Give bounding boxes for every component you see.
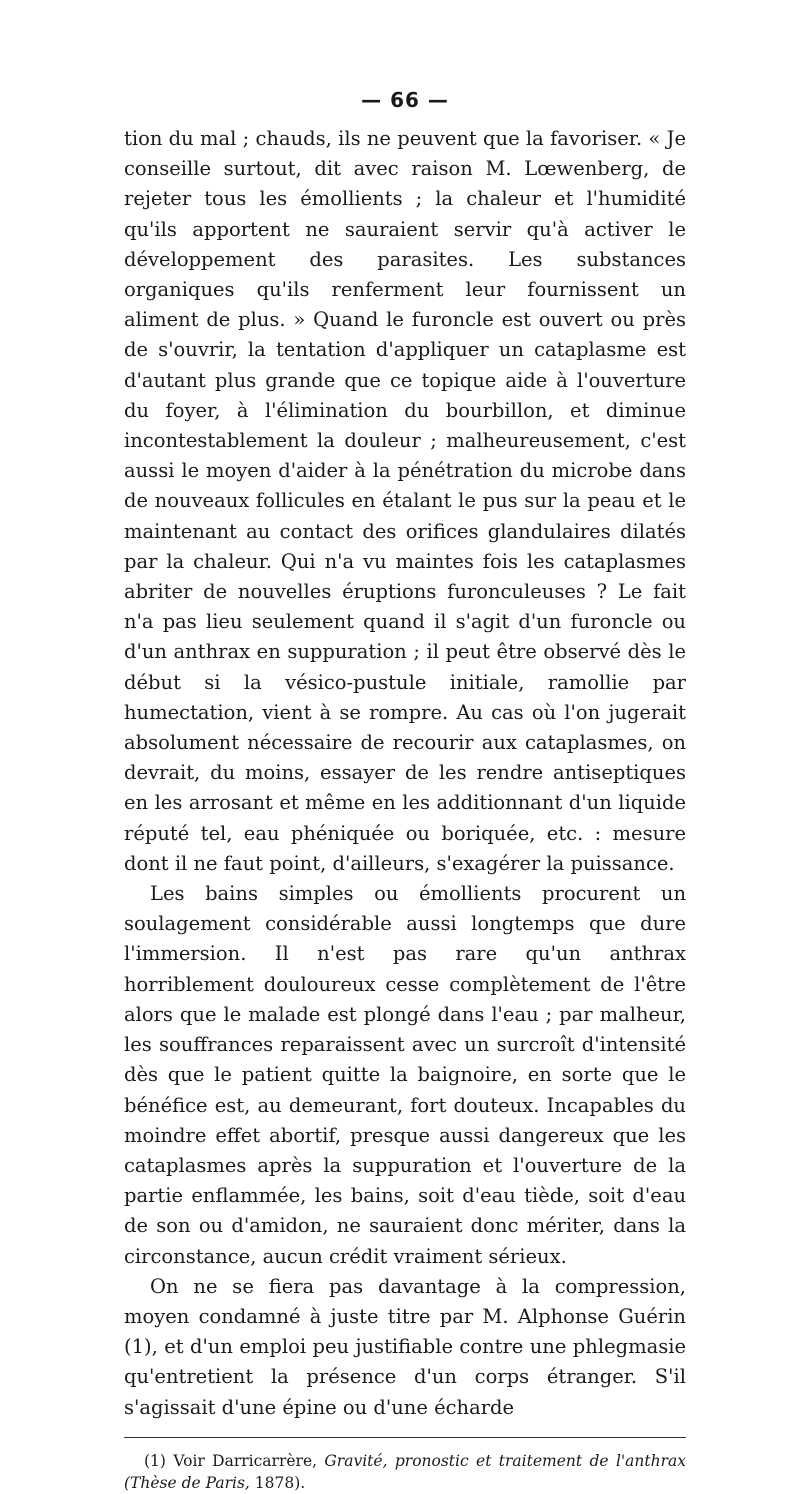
footnote-divider: [124, 1437, 686, 1438]
body-text: [124, 124, 686, 1423]
footnote-year: 1878).: [254, 1473, 306, 1492]
paragraph-2: Les bains simples ou émollients procurent un soulagement considérable aussi longtemps que dure l'immersion. Il n'est pas rare qu'un anthrax horriblement douloureux cesse complètement de l'être alors que le malade est plongé dans l'eau ; par malheur, les souffrances reparaissent avec un surcroît d'intensité dès que le patient quitte la baignoire, en sorte que le bénéfice est, au demeurant, fort douteux. Incapables du moindre effet abortif, presque aussi dangereux que les cataplasmes après la suppuration et l'ouverture de la partie enflammée, les bains, soit d'eau tiède, soit d'eau de son ou d'amidon, ne sauraient donc mériter, dans la circonstance, aucun crédit vraiment sérieux.: [124, 882, 686, 1268]
footnote-marker: (1): [144, 1451, 166, 1470]
footnote: [124, 1450, 686, 1494]
footnote-source: (Thèse de Paris,: [124, 1473, 250, 1492]
page-number: — 66 —: [361, 88, 449, 112]
book-page: [124, 88, 686, 1494]
footnote-lead: Voir Darricarrère,: [173, 1451, 318, 1470]
footnote-title: Gravité, pronostic et traitement de l'anthrax: [324, 1451, 686, 1470]
paragraph-3: On ne se fiera pas davantage à la compression, moyen condamné à juste titre par M. Alphonse Guérin (1), et d'un emploi peu justifiable contre une phlegmasie qu'entretient la présence d'un corps étranger. S'il s'agissait d'une épine ou d'une écharde: [124, 1274, 686, 1419]
paragraph-1: tion du mal ; chauds, ils ne peuvent que la favoriser. « Je conseille surtout, dit avec raison M. Lœwenberg, de rejeter tous les émollients ; la chaleur et l'humidité qu'ils apportent ne sauraient servir qu'à activer le développement des parasites. Les substances organiques qu'ils renferment leur fournissent un aliment de plus. » Quand le furoncle est ouvert ou près de s'ouvrir, la tentation d'appliquer un cataplasme est d'autant plus grande que ce topique aide à l'ouverture du foyer, à l'élimination du bourbillon, et diminue incontestablement la douleur ; malheureusement, c'est aussi le moyen d'aider à la pénétration du microbe dans de nouveaux follicules en étalant le pus sur la peau et le maintenant au contact des orifices glandulaires dilatés par la chaleur. Qui n'a vu maintes fois les cataplasmes abriter de nouvelles éruptions furonculeuses ? Le fait n'a pas lieu seulement quand il s'agit d'un furoncle ou d'un anthrax en suppuration ; il peut être observé dès le début si la vésico-pustule initiale, ramollie par humectation, vient à se rompre. Au cas où l'on jugerait absolument nécessaire de recourir aux cataplasmes, on devrait, du moins, essayer de les rendre antiseptiques en les arrosant et même en les additionnant d'un liquide réputé tel, eau phéniquée ou boriquée, etc. : mesure dont il ne faut point, d'ailleurs, s'exagérer la puissance.: [124, 127, 686, 875]
